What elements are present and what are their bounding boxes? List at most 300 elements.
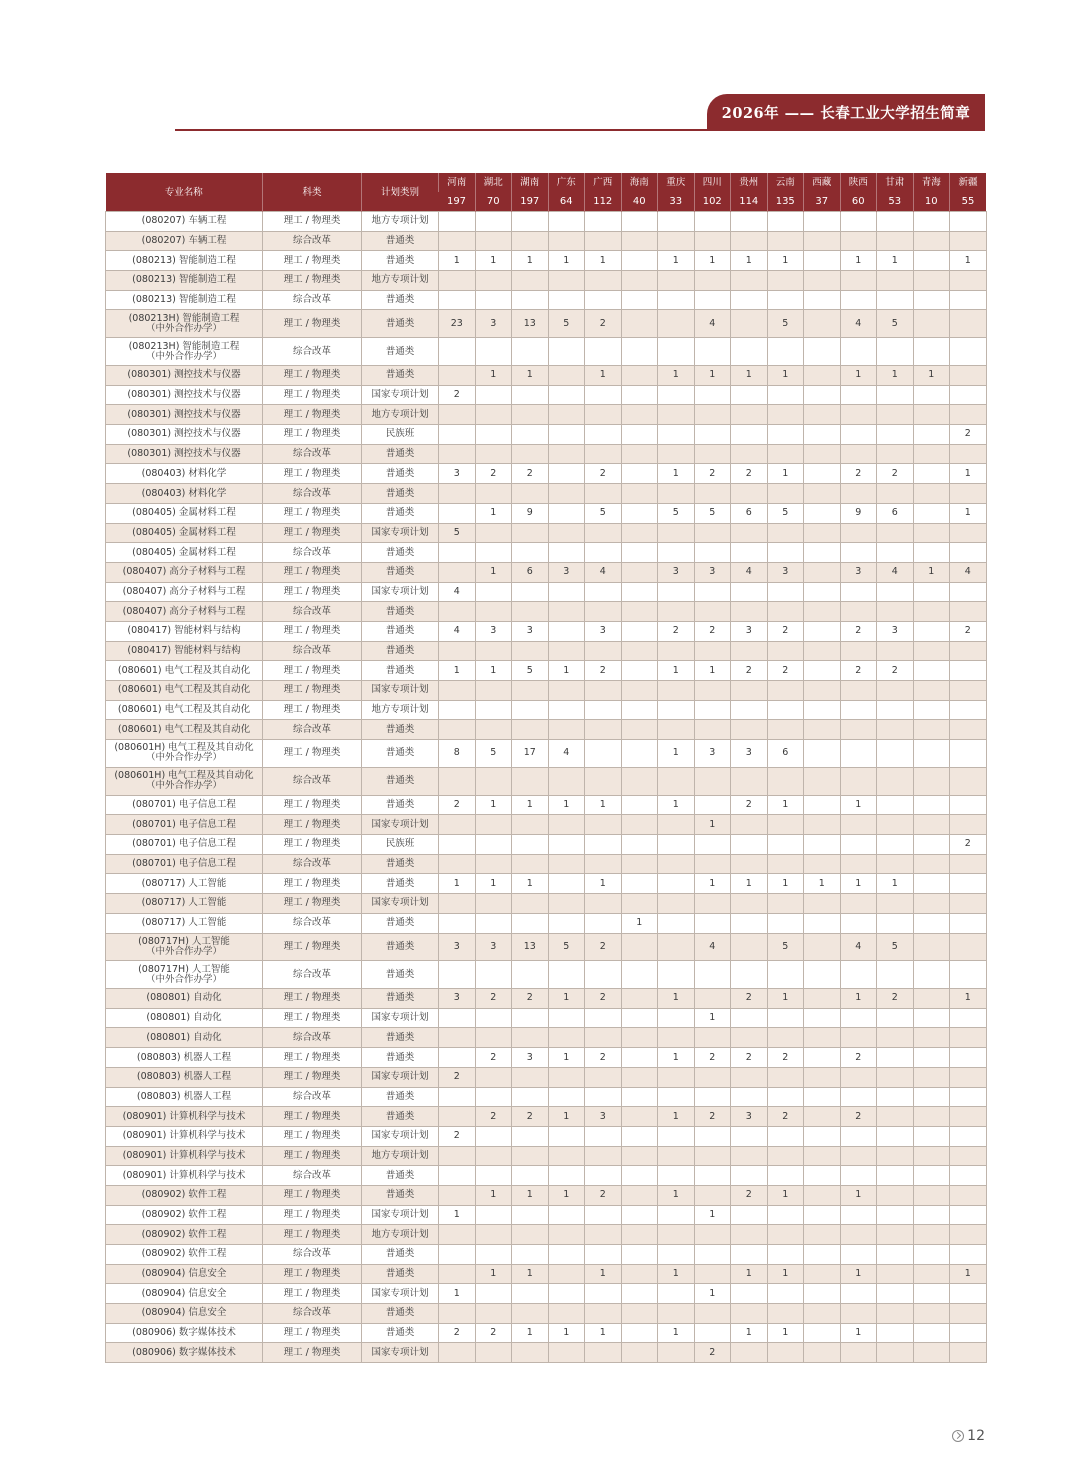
quota-cell: [731, 523, 768, 543]
quota-cell: [658, 815, 695, 835]
quota-cell: [804, 989, 841, 1009]
quota-cell: 2: [585, 464, 622, 484]
plan-cell: 普通类: [362, 310, 439, 338]
table-row: [106, 385, 987, 405]
quota-cell: [658, 338, 695, 366]
quota-cell: 1: [767, 251, 804, 271]
major-cell: (080901) 计算机科学与技术: [106, 1107, 263, 1127]
subject-cell: 理工 / 物理类: [263, 835, 362, 855]
quota-cell: [913, 484, 950, 504]
quota-cell: [913, 720, 950, 740]
plan-cell: 普通类: [362, 621, 439, 641]
subject-cell: 综合改革: [263, 1087, 362, 1107]
quota-cell: 1: [512, 1323, 549, 1343]
quota-cell: [548, 641, 585, 661]
quota-cell: [877, 1245, 914, 1265]
quota-cell: [804, 621, 841, 641]
quota-cell: [512, 961, 549, 989]
header-province-name: 湖北: [475, 173, 512, 192]
quota-cell: [950, 385, 987, 405]
quota-cell: 1: [658, 1185, 695, 1205]
major-cell: (080803) 机器人工程: [106, 1067, 263, 1087]
quota-cell: [548, 720, 585, 740]
quota-cell: [731, 1146, 768, 1166]
quota-cell: 1: [658, 661, 695, 681]
quota-cell: [512, 385, 549, 405]
major-cell: (080601H) 电气工程及其自动化 （中外合作办学）: [106, 767, 263, 795]
quota-cell: [548, 543, 585, 563]
major-cell: (080601) 电气工程及其自动化: [106, 681, 263, 701]
major-cell: (080207) 车辆工程: [106, 231, 263, 251]
quota-cell: 2: [731, 795, 768, 815]
major-cell: (080403) 材料化学: [106, 484, 263, 504]
plan-cell: 普通类: [362, 661, 439, 681]
quota-cell: [950, 661, 987, 681]
subject-cell: 理工 / 物理类: [263, 271, 362, 291]
quota-cell: [658, 913, 695, 933]
quota-cell: [585, 681, 622, 701]
table-row: [106, 720, 987, 740]
quota-cell: 3: [439, 933, 476, 961]
quota-cell: [694, 795, 731, 815]
subject-cell: 理工 / 物理类: [263, 1343, 362, 1363]
quota-cell: [731, 212, 768, 232]
quota-cell: [804, 1185, 841, 1205]
quota-cell: 1: [658, 795, 695, 815]
quota-cell: [439, 271, 476, 291]
quota-cell: [621, 1126, 658, 1146]
quota-cell: [950, 1048, 987, 1068]
quota-cell: [877, 795, 914, 815]
quota-cell: [950, 338, 987, 366]
quota-cell: 1: [512, 1185, 549, 1205]
quota-cell: [840, 231, 877, 251]
quota-cell: [694, 212, 731, 232]
quota-cell: 1: [877, 874, 914, 894]
quota-cell: [548, 1245, 585, 1265]
major-cell: (080902) 软件工程: [106, 1205, 263, 1225]
major-cell: (080901) 计算机科学与技术: [106, 1146, 263, 1166]
quota-cell: [512, 290, 549, 310]
quota-cell: [475, 681, 512, 701]
quota-cell: [512, 1067, 549, 1087]
quota-cell: 13: [512, 310, 549, 338]
major-cell: (080213) 智能制造工程: [106, 251, 263, 271]
header-province-total: 33: [658, 192, 695, 212]
quota-cell: [694, 1146, 731, 1166]
quota-cell: [804, 464, 841, 484]
quota-cell: [731, 310, 768, 338]
quota-cell: [804, 1245, 841, 1265]
subject-cell: 理工 / 物理类: [263, 503, 362, 523]
major-cell: (080902) 软件工程: [106, 1245, 263, 1265]
quota-cell: [840, 894, 877, 914]
quota-cell: 1: [767, 989, 804, 1009]
quota-cell: [840, 1284, 877, 1304]
quota-cell: 1: [512, 251, 549, 271]
quota-cell: [950, 523, 987, 543]
quota-cell: [694, 720, 731, 740]
quota-cell: [658, 720, 695, 740]
quota-cell: [548, 212, 585, 232]
quota-cell: 3: [694, 740, 731, 768]
quota-cell: [621, 795, 658, 815]
quota-cell: [585, 425, 622, 445]
quota-cell: 2: [731, 1185, 768, 1205]
quota-cell: 1: [694, 366, 731, 386]
quota-cell: [621, 271, 658, 291]
major-cell: (080407) 高分子材料与工程: [106, 582, 263, 602]
quota-cell: [694, 602, 731, 622]
quota-cell: 2: [475, 1048, 512, 1068]
quota-cell: [731, 484, 768, 504]
major-cell: (080801) 自动化: [106, 1028, 263, 1048]
quota-cell: [950, 1284, 987, 1304]
subject-cell: 理工 / 物理类: [263, 1008, 362, 1028]
quota-cell: [694, 523, 731, 543]
quota-cell: [731, 543, 768, 563]
quota-cell: 1: [585, 1264, 622, 1284]
quota-cell: [621, 815, 658, 835]
quota-cell: [804, 1087, 841, 1107]
quota-cell: 5: [548, 933, 585, 961]
quota-cell: [694, 894, 731, 914]
quota-cell: [731, 913, 768, 933]
quota-cell: [621, 854, 658, 874]
quota-cell: [585, 1067, 622, 1087]
quota-cell: 2: [512, 989, 549, 1009]
quota-cell: [475, 523, 512, 543]
quota-cell: [913, 503, 950, 523]
quota-cell: 9: [840, 503, 877, 523]
subject-cell: 理工 / 物理类: [263, 1284, 362, 1304]
quota-cell: [475, 1008, 512, 1028]
major-cell: (080601H) 电气工程及其自动化 （中外合作办学）: [106, 740, 263, 768]
quota-cell: [731, 1087, 768, 1107]
quota-cell: 4: [694, 310, 731, 338]
quota-cell: [512, 1225, 549, 1245]
plan-cell: 普通类: [362, 602, 439, 622]
quota-cell: [658, 231, 695, 251]
quota-cell: [512, 1146, 549, 1166]
quota-cell: 2: [585, 933, 622, 961]
table-row: [106, 1225, 987, 1245]
quota-cell: [658, 1067, 695, 1087]
quota-cell: 3: [475, 933, 512, 961]
quota-cell: [548, 523, 585, 543]
plan-cell: 普通类: [362, 1107, 439, 1127]
quota-cell: 1: [439, 874, 476, 894]
quota-cell: [548, 503, 585, 523]
quota-cell: [621, 1185, 658, 1205]
quota-cell: [767, 1126, 804, 1146]
quota-cell: [585, 543, 622, 563]
subject-cell: 理工 / 物理类: [263, 310, 362, 338]
subject-cell: 综合改革: [263, 1028, 362, 1048]
quota-cell: [840, 720, 877, 740]
major-cell: (080904) 信息安全: [106, 1304, 263, 1324]
quota-cell: [658, 290, 695, 310]
quota-cell: 1: [439, 661, 476, 681]
quota-cell: [877, 1284, 914, 1304]
quota-cell: 5: [439, 523, 476, 543]
quota-cell: [950, 1245, 987, 1265]
quota-cell: 1: [840, 1323, 877, 1343]
quota-cell: [548, 815, 585, 835]
quota-cell: [585, 1166, 622, 1186]
major-cell: (080207) 车辆工程: [106, 212, 263, 232]
table-row: [106, 1087, 987, 1107]
header-province-total: 112: [585, 192, 622, 212]
quota-cell: [621, 1048, 658, 1068]
quota-cell: 1: [694, 1284, 731, 1304]
quota-cell: [804, 1323, 841, 1343]
quota-cell: [658, 1166, 695, 1186]
quota-cell: [913, 1008, 950, 1028]
header-province-name: 海南: [621, 173, 658, 192]
table-row: [106, 523, 987, 543]
quota-cell: [585, 720, 622, 740]
quota-cell: [804, 933, 841, 961]
quota-cell: [731, 720, 768, 740]
quota-cell: 2: [512, 1107, 549, 1127]
quota-cell: 1: [658, 1323, 695, 1343]
quota-cell: [913, 1264, 950, 1284]
quota-cell: [694, 700, 731, 720]
quota-cell: [658, 681, 695, 701]
quota-cell: [621, 661, 658, 681]
subject-cell: 理工 / 物理类: [263, 212, 362, 232]
quota-cell: [767, 815, 804, 835]
quota-cell: 1: [694, 874, 731, 894]
quota-cell: 2: [475, 464, 512, 484]
quota-cell: [804, 290, 841, 310]
quota-cell: 1: [840, 989, 877, 1009]
table-row: [106, 681, 987, 701]
quota-cell: [877, 582, 914, 602]
plan-cell: 国家专项计划: [362, 1343, 439, 1363]
quota-cell: [950, 1067, 987, 1087]
quota-cell: [512, 1166, 549, 1186]
quota-cell: [804, 602, 841, 622]
major-cell: (080717) 人工智能: [106, 874, 263, 894]
quota-cell: [439, 961, 476, 989]
table-row: [106, 1146, 987, 1166]
quota-cell: [548, 1028, 585, 1048]
header-subject: 科类: [263, 173, 362, 212]
quota-cell: [804, 641, 841, 661]
quota-cell: [913, 1245, 950, 1265]
quota-cell: [512, 582, 549, 602]
quota-cell: 3: [439, 464, 476, 484]
plan-cell: 国家专项计划: [362, 894, 439, 914]
quota-cell: [731, 1205, 768, 1225]
subject-cell: 理工 / 物理类: [263, 874, 362, 894]
quota-cell: [439, 444, 476, 464]
quota-cell: [548, 231, 585, 251]
quota-cell: [658, 700, 695, 720]
quota-cell: 1: [913, 562, 950, 582]
quota-cell: [475, 385, 512, 405]
quota-cell: [621, 720, 658, 740]
quota-cell: 1: [548, 1185, 585, 1205]
plan-cell: 普通类: [362, 1087, 439, 1107]
quota-cell: [548, 1146, 585, 1166]
quota-cell: [585, 641, 622, 661]
quota-cell: [439, 212, 476, 232]
plan-cell: 国家专项计划: [362, 1284, 439, 1304]
plan-cell: 国家专项计划: [362, 815, 439, 835]
quota-cell: [913, 740, 950, 768]
quota-cell: 1: [840, 874, 877, 894]
quota-cell: 4: [877, 562, 914, 582]
quota-cell: [548, 582, 585, 602]
quota-cell: [694, 1185, 731, 1205]
header-province-total: 64: [548, 192, 585, 212]
quota-cell: [840, 543, 877, 563]
quota-cell: [475, 767, 512, 795]
quota-cell: [512, 602, 549, 622]
quota-cell: [767, 1146, 804, 1166]
major-cell: (080213H) 智能制造工程 （中外合作办学）: [106, 310, 263, 338]
quota-cell: [804, 310, 841, 338]
quota-cell: [512, 338, 549, 366]
quota-cell: [804, 562, 841, 582]
quota-cell: [585, 913, 622, 933]
plan-cell: 普通类: [362, 543, 439, 563]
table-row: [106, 700, 987, 720]
quota-cell: [767, 1166, 804, 1186]
quota-cell: [694, 582, 731, 602]
quota-cell: [475, 543, 512, 563]
quota-cell: 1: [731, 251, 768, 271]
quota-cell: [877, 1323, 914, 1343]
quota-cell: 5: [658, 503, 695, 523]
quota-cell: 1: [950, 503, 987, 523]
quota-cell: [840, 444, 877, 464]
quota-cell: [877, 681, 914, 701]
quota-cell: 1: [767, 1185, 804, 1205]
quota-cell: 2: [950, 835, 987, 855]
quota-cell: [512, 484, 549, 504]
quota-cell: [585, 385, 622, 405]
quota-cell: [840, 523, 877, 543]
quota-cell: [950, 854, 987, 874]
quota-cell: [621, 1245, 658, 1265]
quota-cell: [950, 484, 987, 504]
quota-cell: 9: [512, 503, 549, 523]
table-row: [106, 1343, 987, 1363]
quota-cell: 3: [512, 1048, 549, 1068]
quota-cell: [767, 641, 804, 661]
plan-cell: 普通类: [362, 874, 439, 894]
quota-cell: [658, 212, 695, 232]
quota-cell: [913, 425, 950, 445]
quota-cell: [621, 582, 658, 602]
quota-cell: [840, 1304, 877, 1324]
quota-cell: 1: [840, 1264, 877, 1284]
table-row: [106, 661, 987, 681]
quota-cell: [548, 1008, 585, 1028]
quota-cell: [585, 1146, 622, 1166]
quota-cell: 4: [840, 310, 877, 338]
quota-cell: 1: [950, 1264, 987, 1284]
quota-cell: [439, 1087, 476, 1107]
quota-cell: [585, 271, 622, 291]
quota-cell: [767, 1205, 804, 1225]
quota-cell: [767, 602, 804, 622]
quota-cell: [731, 1166, 768, 1186]
quota-cell: [439, 700, 476, 720]
quota-cell: [913, 894, 950, 914]
quota-cell: [950, 366, 987, 386]
quota-cell: [585, 894, 622, 914]
quota-cell: [658, 874, 695, 894]
quota-cell: [877, 740, 914, 768]
quota-cell: 1: [658, 1264, 695, 1284]
quota-cell: 1: [585, 795, 622, 815]
quota-cell: [731, 271, 768, 291]
plan-cell: 普通类: [362, 231, 439, 251]
quota-cell: [731, 1343, 768, 1363]
quota-cell: [658, 484, 695, 504]
quota-cell: [512, 815, 549, 835]
table-row: [106, 913, 987, 933]
quota-cell: 2: [585, 1048, 622, 1068]
quota-cell: [694, 484, 731, 504]
major-cell: (080301) 测控技术与仪器: [106, 444, 263, 464]
quota-cell: [512, 1304, 549, 1324]
table-row: [106, 1028, 987, 1048]
quota-cell: 1: [585, 1323, 622, 1343]
subject-cell: 综合改革: [263, 767, 362, 795]
quota-cell: 1: [548, 989, 585, 1009]
quota-cell: [658, 543, 695, 563]
quota-cell: [585, 405, 622, 425]
quota-cell: [913, 1067, 950, 1087]
plan-cell: 普通类: [362, 484, 439, 504]
quota-cell: [877, 425, 914, 445]
table-row: [106, 894, 987, 914]
quota-cell: 1: [585, 251, 622, 271]
header-province-total: 135: [767, 192, 804, 212]
quota-cell: [585, 1126, 622, 1146]
quota-cell: [512, 543, 549, 563]
quota-cell: [694, 231, 731, 251]
quota-cell: [840, 641, 877, 661]
page-number-text: 12: [967, 1428, 985, 1444]
table-row: [106, 621, 987, 641]
quota-cell: 1: [694, 251, 731, 271]
plan-cell: 国家专项计划: [362, 681, 439, 701]
quota-cell: 6: [877, 503, 914, 523]
quota-cell: 1: [548, 661, 585, 681]
quota-cell: [548, 1205, 585, 1225]
quota-cell: [913, 854, 950, 874]
plan-cell: 普通类: [362, 854, 439, 874]
quota-cell: [439, 1107, 476, 1127]
quota-cell: [877, 1028, 914, 1048]
subject-cell: 综合改革: [263, 444, 362, 464]
quota-cell: 1: [585, 874, 622, 894]
quota-cell: 1: [548, 1323, 585, 1343]
table-row: [106, 251, 987, 271]
quota-cell: [585, 602, 622, 622]
major-cell: (080601) 电气工程及其自动化: [106, 700, 263, 720]
quota-cell: 1: [877, 251, 914, 271]
quota-cell: [804, 1343, 841, 1363]
quota-cell: [512, 1008, 549, 1028]
